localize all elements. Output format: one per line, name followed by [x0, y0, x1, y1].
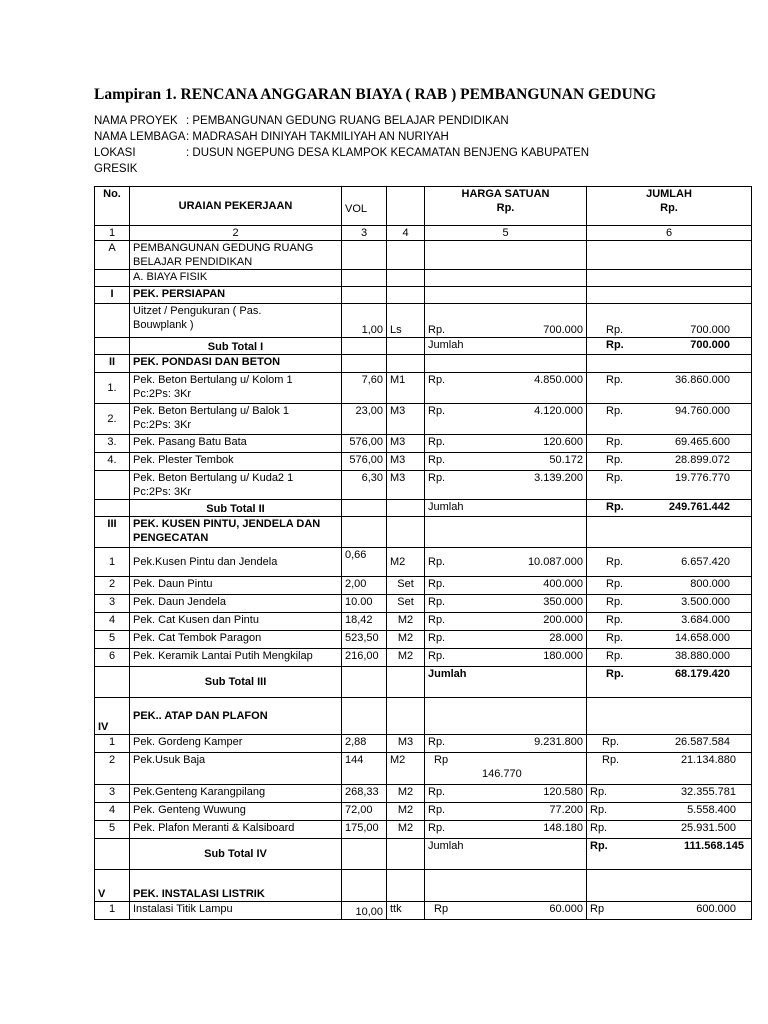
item-unit: M2 — [387, 821, 425, 839]
total-value: 600.000 — [696, 903, 736, 915]
item-unit: M2 — [387, 613, 425, 631]
item-price — [425, 821, 587, 839]
rab-table — [94, 186, 752, 920]
price-value: 60.000 — [549, 903, 583, 915]
section-title — [130, 241, 342, 270]
subtotal-label: Sub Total II — [130, 500, 342, 517]
section-title: PEK.. ATAP DAN PLAFON — [130, 698, 342, 735]
item-desc: Instalasi Titik Lampu — [130, 902, 342, 920]
item-total — [587, 404, 752, 435]
item-vol: 6,30 — [342, 471, 387, 500]
column-number-row — [95, 226, 752, 241]
table-row — [95, 735, 752, 753]
item-no: 3 — [95, 595, 130, 613]
section-no: A — [95, 241, 130, 270]
rp-label: Rp. — [428, 650, 446, 662]
item-desc: Pek. Keramik Lantai Putih Mengkilap — [130, 649, 342, 667]
item-unit: Ls — [387, 304, 425, 338]
item-no: 4 — [95, 613, 130, 631]
total-value: 25.931.500 — [680, 822, 736, 834]
rp-label: Rp. — [428, 822, 446, 834]
section-row — [95, 517, 752, 548]
item-unit: M2 — [387, 548, 425, 577]
rp-label: Rp — [434, 754, 449, 766]
rp-label: Rp. — [590, 786, 608, 798]
total-value: 38.880.000 — [674, 650, 730, 662]
section-subtitle: A. BIAYA FISIK — [130, 270, 342, 287]
price-value: 10.087.000 — [527, 556, 583, 568]
price-value: 28.000 — [549, 632, 583, 644]
subtotal-amount: 249.761.442 — [668, 501, 730, 513]
item-vol: 18,42 — [342, 613, 387, 631]
section-title-line: BELAJAR PENDIDIKAN — [133, 256, 253, 268]
item-total — [587, 785, 752, 803]
section-a-sub-row — [95, 270, 752, 287]
subtotal-value — [587, 667, 752, 698]
item-no: 1. — [95, 373, 130, 404]
item-desc — [130, 471, 342, 500]
item-desc: Pek. Cat Tembok Paragon — [130, 631, 342, 649]
item-unit: M2 — [387, 649, 425, 667]
item-desc-line: Uitzet / Pengukuran ( Pas. — [133, 305, 262, 317]
subtotal-jumlah-label: Jumlah — [425, 500, 587, 517]
rp-label: Rp. — [428, 405, 446, 417]
item-desc-line: Pc:2Ps: 3Kr — [133, 419, 192, 431]
info-label: NAMA LEMBAGA — [94, 131, 186, 143]
subtotal-label: Sub Total I — [130, 338, 342, 355]
item-desc: Pek. Plafon Meranti & Kalsiboard — [130, 821, 342, 839]
rp-label: Rp. — [606, 556, 624, 568]
item-price — [425, 471, 587, 500]
table-row — [95, 631, 752, 649]
item-price — [425, 803, 587, 821]
section-title-line: PENGECATAN — [133, 532, 209, 544]
item-no: 1 — [95, 902, 130, 920]
item-desc — [130, 373, 342, 404]
item-vol: 576,00 — [342, 435, 387, 453]
col-vol-header — [342, 187, 387, 226]
item-total — [587, 435, 752, 453]
section-row — [95, 355, 752, 373]
table-row — [95, 548, 752, 577]
item-vol: 10,00 — [342, 902, 387, 920]
item-total — [587, 613, 752, 631]
item-total — [587, 735, 752, 753]
item-unit: M1 — [387, 373, 425, 404]
table-row — [95, 595, 752, 613]
subtotal-value — [587, 500, 752, 517]
item-price — [425, 631, 587, 649]
price-value: 200.000 — [543, 614, 583, 626]
price-value: 400.000 — [543, 578, 583, 590]
item-no: 1 — [95, 548, 130, 577]
item-vol: 23,00 — [342, 404, 387, 435]
total-value: 19.776.770 — [674, 472, 730, 484]
price-value: 120.600 — [543, 436, 583, 448]
info-value: : PEMBANGUNAN GEDUNG RUANG BELAJAR PENDIDIKAN — [186, 115, 509, 127]
total-value: 3.500.000 — [681, 596, 730, 608]
total-value: 36.860.000 — [674, 374, 730, 386]
table-row — [95, 404, 752, 435]
rp-label: Rp. — [590, 840, 608, 852]
rp-label: Rp. — [428, 596, 446, 608]
item-price — [425, 613, 587, 631]
item-total — [587, 649, 752, 667]
info-value: : DUSUN NGEPUNG DESA KLAMPOK KECAMATAN BENJENG KABUPATEN — [186, 147, 590, 159]
item-unit: ttk — [387, 902, 425, 920]
info-project — [94, 115, 509, 127]
rp-label: Rp — [590, 903, 605, 915]
col-jumlah-header — [587, 187, 752, 226]
item-price — [425, 304, 587, 338]
item-vol: 268,33 — [342, 785, 387, 803]
section-no: II — [95, 355, 130, 373]
rp-label: Rp. — [606, 324, 624, 336]
item-no: 6 — [95, 649, 130, 667]
table-row — [95, 649, 752, 667]
table-row — [95, 753, 752, 785]
item-price — [425, 649, 587, 667]
rp-label: Rp. — [606, 632, 624, 644]
item-total — [587, 631, 752, 649]
subtotal-row — [95, 500, 752, 517]
item-price — [425, 435, 587, 453]
subtotal-label: Sub Total III — [130, 667, 342, 698]
document-title: Lampiran 1. RENCANA ANGGARAN BIAYA ( RAB ) PEMBANGUNAN GEDUNG — [94, 86, 657, 103]
rp-label: Rp. — [602, 736, 620, 748]
total-value: 21.134.880 — [680, 754, 736, 766]
item-desc: Pek. Daun Pintu — [130, 577, 342, 595]
rp-label: Rp. — [606, 578, 624, 590]
jumlah-label: JUMLAH — [646, 188, 692, 200]
col-unit-header — [387, 187, 425, 226]
item-desc-line: Pek. Beton Bertulang u/ Kuda2 1 — [133, 472, 294, 484]
colnum: 2 — [130, 226, 342, 241]
item-vol: 175,00 — [342, 821, 387, 839]
rp-label: Rp. — [606, 501, 624, 513]
subtotal-jumlah-label: Jumlah — [425, 839, 587, 870]
item-unit: Set — [387, 577, 425, 595]
item-total — [587, 453, 752, 471]
item-no: 2 — [95, 753, 130, 785]
item-total — [587, 471, 752, 500]
rp-label: Rp — [434, 903, 449, 915]
colnum: 4 — [387, 226, 425, 241]
total-value: 26.587.584 — [674, 736, 730, 748]
item-unit: Set — [387, 595, 425, 613]
item-total — [587, 753, 752, 785]
total-value: 3.684.000 — [681, 614, 730, 626]
price-value: 700.000 — [543, 324, 583, 336]
subtotal-row — [95, 338, 752, 355]
item-no: 2 — [95, 577, 130, 595]
subtotal-amount: 111.568.145 — [684, 840, 744, 852]
item-vol: 72,00 — [342, 803, 387, 821]
col-no-header: No. — [95, 187, 130, 226]
item-desc-line: Pek. Beton Bertulang u/ Balok 1 — [133, 405, 289, 417]
table-row — [95, 902, 752, 920]
item-total — [587, 577, 752, 595]
price-value: 146.770 — [482, 768, 522, 780]
rp-label: Rp. — [606, 668, 624, 680]
section-a-row — [95, 241, 752, 270]
rp-label: Rp. — [428, 454, 446, 466]
item-unit: M3 — [387, 471, 425, 500]
rp-label: Rp. — [606, 614, 624, 626]
section-no: IV — [95, 698, 130, 735]
subtotal-jumlah-label: Jumlah — [425, 667, 587, 698]
item-price — [425, 902, 587, 920]
total-value: 94.760.000 — [674, 405, 730, 417]
section-no: I — [95, 287, 130, 304]
rp-label: Rp. — [606, 596, 624, 608]
item-no: 4. — [95, 453, 130, 471]
price-value: 180.000 — [543, 650, 583, 662]
total-value: 14.658.000 — [674, 632, 730, 644]
item-unit: M3 — [387, 735, 425, 753]
rp-label: Rp. — [606, 339, 624, 351]
subtotal-amount: 68.179.420 — [674, 668, 730, 680]
price-value: 350.000 — [543, 596, 583, 608]
item-no: 4 — [95, 803, 130, 821]
item-no: 1 — [95, 735, 130, 753]
item-no: 5 — [95, 631, 130, 649]
harga-label: HARGA SATUAN — [461, 188, 550, 200]
section-title: PEK. INSTALASI LISTRIK — [130, 870, 342, 902]
item-unit: M2 — [387, 631, 425, 649]
rp-label: Rp. — [428, 632, 446, 644]
jumlah-rp-label: Rp. — [660, 202, 678, 214]
section-title: PEK. PERSIAPAN — [130, 287, 342, 304]
table-row — [95, 577, 752, 595]
item-desc: Pek.Kusen Pintu dan Jendela — [130, 548, 342, 577]
item-total — [587, 595, 752, 613]
rp-label: Rp. — [428, 786, 446, 798]
section-no: V — [95, 870, 130, 902]
info-institution — [94, 131, 449, 143]
item-price — [425, 753, 587, 785]
item-vol: 2,00 — [342, 577, 387, 595]
info-label: NAMA PROYEK — [94, 115, 178, 127]
subtotal-value — [587, 338, 752, 355]
section-title-line: PEMBANGUNAN GEDUNG RUANG — [133, 242, 314, 254]
item-total — [587, 803, 752, 821]
rp-label: Rp. — [428, 324, 446, 336]
total-value: 32.355.781 — [680, 786, 736, 798]
item-price — [425, 577, 587, 595]
item-total — [587, 548, 752, 577]
item-unit: M2 — [387, 803, 425, 821]
rp-label: Rp. — [602, 754, 620, 766]
item-desc: Pek. Pasang Batu Bata — [130, 435, 342, 453]
subtotal-label: Sub Total IV — [130, 839, 342, 870]
table-row — [95, 373, 752, 404]
colnum: 5 — [425, 226, 587, 241]
table-row — [95, 435, 752, 453]
rp-label: Rp. — [428, 804, 446, 816]
item-vol: 1,00 — [342, 304, 387, 338]
subtotal-row — [95, 839, 752, 870]
total-value: 5.558.400 — [687, 804, 736, 816]
colnum: 1 — [95, 226, 130, 241]
rp-label: Rp. — [428, 374, 446, 386]
section-title: PEK. PONDASI DAN BETON — [130, 355, 342, 373]
subtotal-row — [95, 667, 752, 698]
item-desc-line: Pc:2Ps: 3Kr — [133, 486, 192, 498]
item-price — [425, 735, 587, 753]
item-desc: Pek. Genteng Wuwung — [130, 803, 342, 821]
rp-label: Rp. — [606, 472, 624, 484]
total-value: 69.465.600 — [674, 436, 730, 448]
section-row — [95, 287, 752, 304]
col-harga-header — [425, 187, 587, 226]
col-uraian-header: URAIAN PEKERJAAN — [130, 187, 342, 226]
item-vol: 0,66 — [342, 548, 387, 577]
item-price — [425, 373, 587, 404]
info-label: LOKASI — [94, 147, 136, 159]
item-desc: Pek.Usuk Baja — [130, 753, 342, 785]
subtotal-amount: 700.000 — [690, 339, 730, 351]
section-no: III — [95, 517, 130, 548]
section-row — [95, 698, 752, 735]
item-price — [425, 785, 587, 803]
item-total — [587, 821, 752, 839]
item-desc — [130, 304, 342, 338]
item-desc-line: Pek. Beton Bertulang u/ Kolom 1 — [133, 374, 293, 386]
rp-label: Rp. — [606, 650, 624, 662]
item-vol: 7,60 — [342, 373, 387, 404]
item-no: 2. — [95, 404, 130, 435]
item-unit: M3 — [387, 435, 425, 453]
item-desc-line: Pc:2Ps: 3Kr — [133, 388, 192, 400]
rp-label: Rp. — [606, 454, 624, 466]
rp-label: Rp. — [590, 822, 608, 834]
item-unit: M2 — [387, 753, 425, 785]
item-unit: M3 — [387, 453, 425, 471]
price-value: 4.850.000 — [534, 374, 583, 386]
colnum: 6 — [587, 226, 752, 241]
item-desc-line: Bouwplank ) — [133, 319, 194, 331]
price-value: 9.231.800 — [534, 736, 583, 748]
price-value: 120.580 — [543, 786, 583, 798]
item-no: 3 — [95, 785, 130, 803]
price-value: 3.139.200 — [534, 472, 583, 484]
info-location — [94, 147, 589, 159]
col-vol-label: VOL — [345, 203, 368, 215]
price-value: 77.200 — [549, 804, 583, 816]
rp-label: Rp. — [428, 436, 446, 448]
item-desc: Pek. Plester Tembok — [130, 453, 342, 471]
rp-label: Rp. — [428, 578, 446, 590]
item-unit: M2 — [387, 785, 425, 803]
item-unit: M3 — [387, 404, 425, 435]
section-title-line: PEK. KUSEN PINTU, JENDELA DAN — [133, 518, 321, 530]
table-row — [95, 803, 752, 821]
item-desc: Pek.Genteng Karangpilang — [130, 785, 342, 803]
subtotal-value — [587, 839, 752, 870]
total-value: 6.657.420 — [681, 556, 730, 568]
item-price — [425, 548, 587, 577]
rp-label: Rp. — [606, 405, 624, 417]
item-vol: 216,00 — [342, 649, 387, 667]
item-vol: 576,00 — [342, 453, 387, 471]
info-value: : MADRASAH DINIYAH TAKMILIYAH AN NURIYAH — [186, 131, 449, 143]
table-row — [95, 821, 752, 839]
rp-label: Rp. — [606, 436, 624, 448]
colnum: 3 — [342, 226, 387, 241]
table-row — [95, 471, 752, 500]
item-desc — [130, 404, 342, 435]
item-total — [587, 902, 752, 920]
item-price — [425, 404, 587, 435]
section-row — [95, 870, 752, 902]
item-price — [425, 595, 587, 613]
total-value: 28.899.072 — [674, 454, 730, 466]
table-header-row — [95, 187, 752, 226]
item-desc: Pek. Daun Jendela — [130, 595, 342, 613]
price-value: 148.180 — [543, 822, 583, 834]
rp-label: Rp. — [590, 804, 608, 816]
total-value: 800.000 — [690, 578, 730, 590]
item-vol: 523,50 — [342, 631, 387, 649]
item-desc: Pek. Cat Kusen dan Pintu — [130, 613, 342, 631]
item-total — [587, 373, 752, 404]
table-row — [95, 613, 752, 631]
item-no: 5 — [95, 821, 130, 839]
price-value: 4.120.000 — [534, 405, 583, 417]
rp-label: Rp. — [428, 472, 446, 484]
item-vol: 144 — [342, 753, 387, 785]
item-price — [425, 453, 587, 471]
rp-label: Rp. — [606, 374, 624, 386]
rp-label: Rp. — [428, 556, 446, 568]
table-row — [95, 785, 752, 803]
price-value: 50.172 — [549, 454, 583, 466]
section-title — [130, 517, 342, 548]
item-vol: 2,88 — [342, 735, 387, 753]
item-total — [587, 304, 752, 338]
table-row — [95, 304, 752, 338]
item-desc: Pek. Gordeng Kamper — [130, 735, 342, 753]
harga-rp-label: Rp. — [496, 202, 515, 214]
info-location-cont: GRESIK — [94, 163, 138, 175]
rp-label: Rp. — [428, 736, 446, 748]
item-no: 3. — [95, 435, 130, 453]
subtotal-jumlah-label: Jumlah — [425, 338, 587, 355]
rp-label: Rp. — [428, 614, 446, 626]
total-value: 700.000 — [690, 324, 730, 336]
table-row — [95, 453, 752, 471]
item-vol: 10.00 — [342, 595, 387, 613]
